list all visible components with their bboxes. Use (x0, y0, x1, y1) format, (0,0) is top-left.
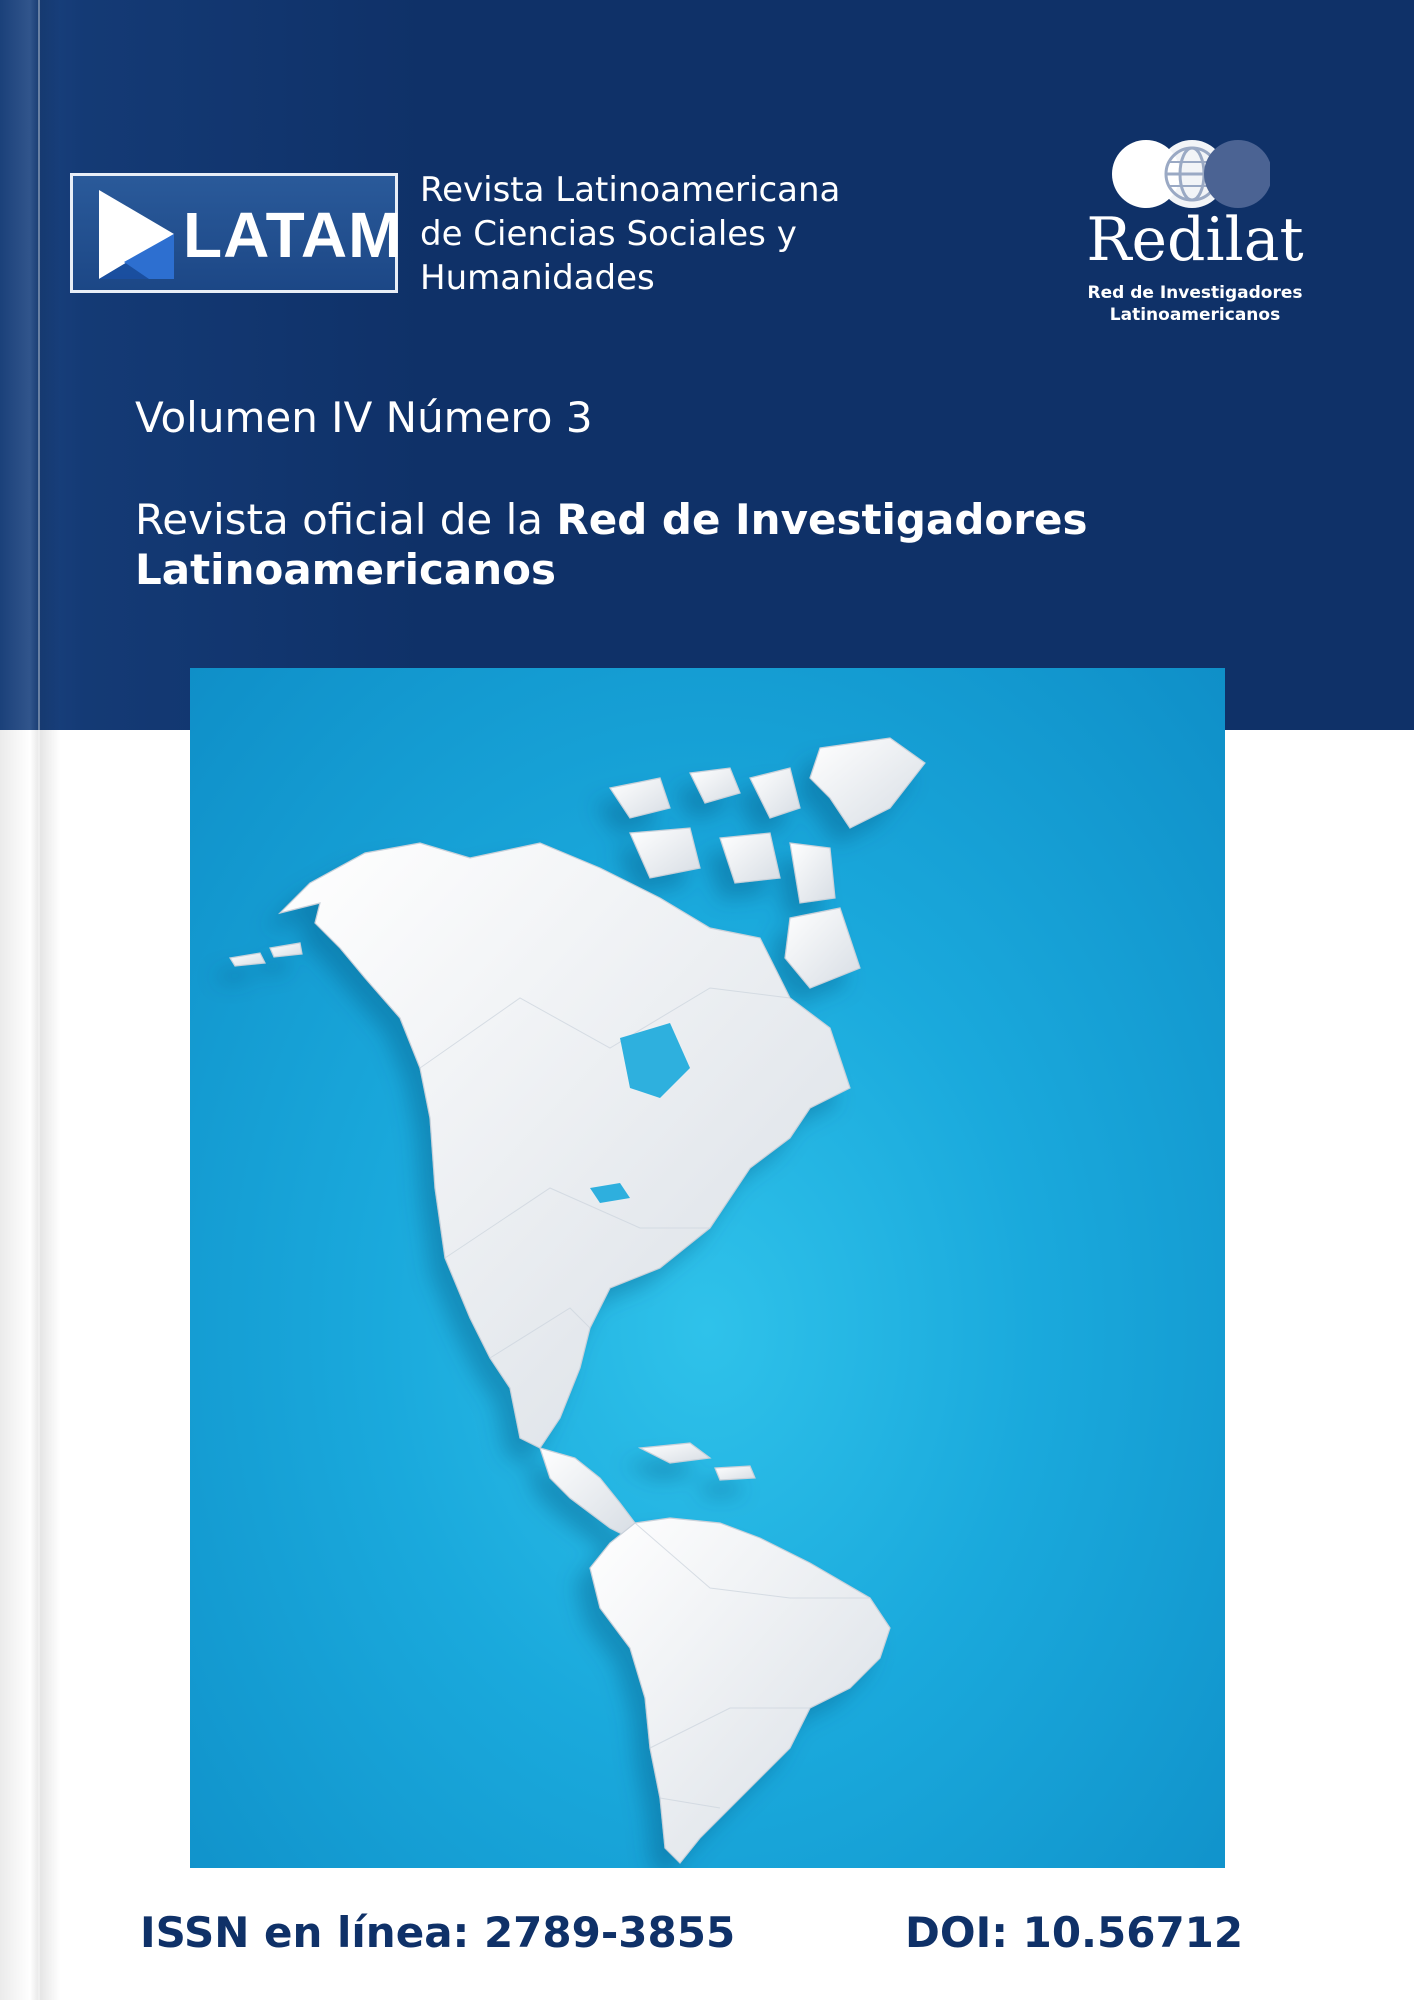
latam-arrow-icon (79, 182, 189, 287)
americas-map-illustration (190, 668, 1225, 1868)
redilat-tagline (1060, 282, 1330, 326)
journal-name-line: de Ciencias Sociales y (420, 214, 797, 254)
issn-label: ISSN en línea: 2789-3855 (140, 1908, 736, 1957)
americas-map-panel (190, 668, 1225, 1868)
redilat-wordmark: Redilat (1086, 205, 1304, 275)
journal-name (420, 168, 940, 300)
redilat-tagline-line: Latinoamericanos (1109, 305, 1281, 325)
journal-name-line: Revista Latinoamericana (420, 170, 841, 210)
latam-wordmark: LATAM (183, 199, 403, 271)
official-network-name-line2: Latinoamericanos (135, 545, 557, 594)
header-band (0, 0, 1414, 730)
redilat-tagline-line: Red de Investigadores (1087, 283, 1303, 303)
official-network-name: Red de Investigadores (556, 495, 1088, 544)
redilat-globe-icon (1110, 138, 1270, 210)
latam-logo (70, 173, 403, 293)
official-statement (135, 495, 1135, 595)
doi-label: DOI: 10.56712 (905, 1908, 1244, 1957)
journal-name-line: Humanidades (420, 258, 655, 298)
volume-number: Volumen IV Número 3 (135, 393, 593, 442)
spine-line (38, 0, 40, 2000)
official-prefix: Revista oficial de la (135, 495, 557, 544)
